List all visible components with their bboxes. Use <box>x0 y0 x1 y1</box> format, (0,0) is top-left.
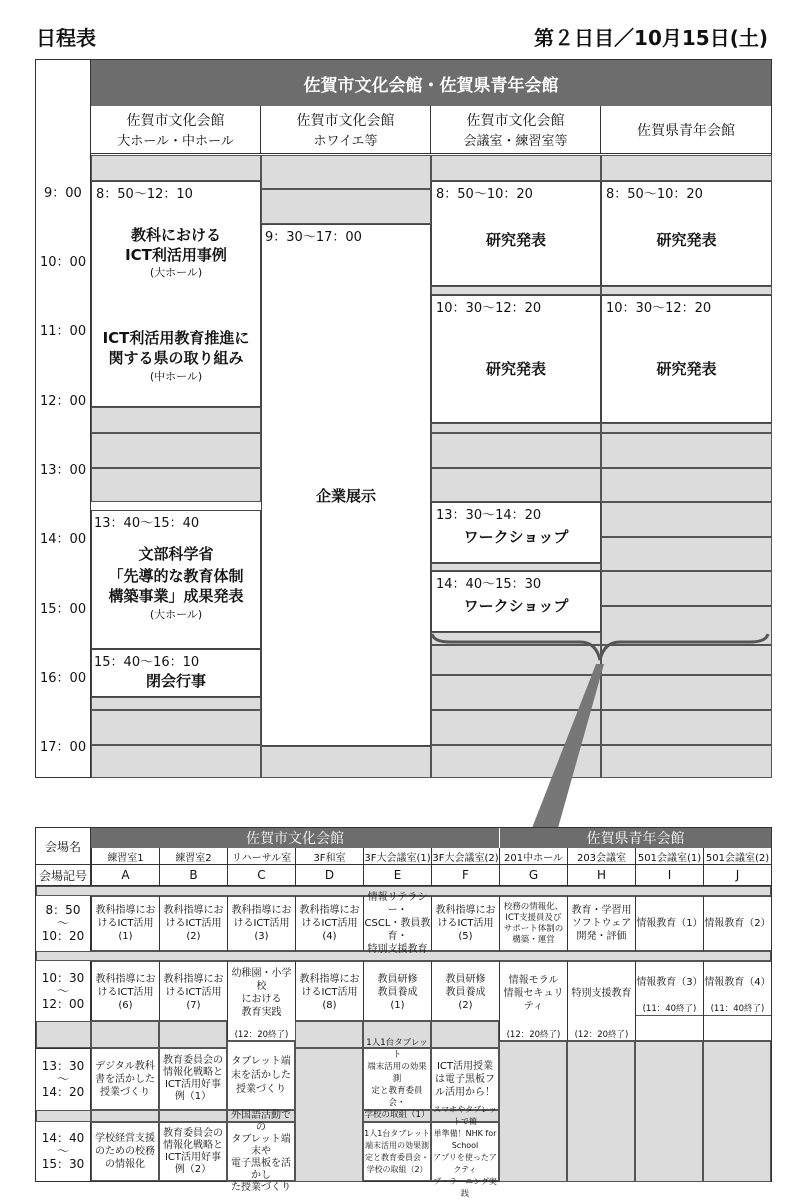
room-code: H <box>567 865 635 886</box>
session-cell: 情報教育（4） (11：40終了) <box>703 961 771 1041</box>
room-code: J <box>703 865 771 886</box>
session-cell: ICT活用授業 は電子黒板フ ル活用から！ <box>431 1048 499 1110</box>
room-name: 練習室1 <box>91 848 159 865</box>
group-header-bunka: 佐賀市文化会館 <box>91 828 499 848</box>
time-label: 9：00 <box>44 186 82 201</box>
group-header-seinen: 佐賀県青年会館 <box>500 828 771 848</box>
session-cell: 情報教育（2） <box>703 896 771 951</box>
time-label: 12：00 <box>40 394 87 409</box>
session-cell: 教科指導にお けるICT活用 (7) <box>159 961 227 1021</box>
event-closing: 15：40〜16：10 閉会行事 <box>91 649 261 697</box>
room-code: F <box>431 865 499 886</box>
room-name: 3F大会議室(1) <box>363 848 431 865</box>
gray-block <box>91 1110 159 1122</box>
session-cell: 幼稚園・小学校 における 教育実践 (12：20終了) <box>227 961 295 1041</box>
end-time-note: (11：40終了) <box>636 1002 703 1016</box>
session-cell: 教科指導にお けるICT活用 (3) <box>227 896 295 951</box>
event-ict-cases: 8：50〜12：10 教科における ICT利活用事例 (大ホール) ICT利活用教育推進に 関する県の取り組み (中ホール) <box>91 181 261 407</box>
column-header-4: 佐賀県青年会館 <box>601 106 771 154</box>
slot-time-3: 13：30 〜 14：20 <box>36 1048 91 1110</box>
session-cell: デジタル教科 書を活かした 授業づくり <box>91 1048 159 1110</box>
gray-block <box>295 1048 363 1182</box>
column-header-1: 佐賀市文化会館 大ホール・中ホール <box>91 106 261 154</box>
session-cell: タブレット端 末を活かした 授業づくり <box>227 1041 295 1110</box>
column-header-2: 佐賀市文化会館 ホワイエ等 <box>261 106 431 154</box>
gray-block <box>567 1041 635 1182</box>
event-exhibition: 9：30〜17：00 企業展示 <box>261 224 431 746</box>
session-cell: 1人1台タブレット 端末活用の効果測 定と教育委員会・ 学校の取組（1） <box>364 1038 430 1120</box>
event-research-d2: 10：30〜12：20 研究発表 <box>601 295 772 423</box>
end-time-note: (12：20終了) <box>506 1030 561 1040</box>
time-label: 15：00 <box>40 602 87 617</box>
room-name: 3F大会議室(2) <box>431 848 499 865</box>
gray-block <box>499 1041 567 1182</box>
room-name: 501会議室(2) <box>703 848 771 865</box>
gray-block <box>703 1041 771 1182</box>
time-label: 14：00 <box>40 532 87 547</box>
end-time-note: (11：40終了) <box>704 1002 771 1016</box>
venue-banner: 佐賀市文化会館・佐賀県青年会館 <box>91 60 771 106</box>
session-cell: 教科指導にお けるICT活用 (6) <box>91 961 159 1021</box>
time-label: 17：00 <box>40 740 87 755</box>
time-label: 16：00 <box>40 671 87 686</box>
gray-block <box>431 1021 499 1048</box>
brace-pointer <box>420 628 780 828</box>
session-cell: 教育委員会の 情報化戦略と ICT活用好事 例（2） <box>159 1122 227 1181</box>
session-cell: 特別支援教育 (12：20終了) <box>567 961 635 1041</box>
page-title: 日程表 <box>36 26 96 50</box>
session-cell: スマホやタブレットで簡 単準備！NHK for School アプリを使ったアクティ ブ・ラーニング実践 <box>431 1122 499 1181</box>
slot-time-4: 14：40 〜 15：30 <box>36 1122 91 1181</box>
room-name: 練習室2 <box>159 848 227 865</box>
event-research-c2: 10：30〜12：20 研究発表 <box>431 295 601 423</box>
end-time-note: (12：20終了) <box>574 1030 629 1040</box>
venue-label: 会場名 <box>36 828 91 865</box>
session-cell: 教員研修 教員養成 (2) <box>431 961 499 1021</box>
room-code: G <box>499 865 567 886</box>
event-mext-results: 13：40〜15：40 文部科学省 「先導的な教育体制 構築事業」成果発表 (大ホール) <box>91 510 261 649</box>
session-cell: 情報リテラシー・ CSCL・教員教育・ 特別支援教育 <box>364 892 431 955</box>
gray-block <box>635 1041 703 1182</box>
gray-block <box>159 1021 227 1048</box>
event-workshop-1: 13：30〜14：20 ワークショップ <box>431 502 601 563</box>
gray-block <box>295 1021 363 1048</box>
slot-time-1: 8：50 〜 10：20 <box>36 896 91 951</box>
event-research-c1: 8：50〜10：20 研究発表 <box>431 181 601 286</box>
room-name: 203会議室 <box>567 848 635 865</box>
room-code: A <box>91 865 159 886</box>
time-label: 10：00 <box>40 255 87 270</box>
session-cell: 教科指導にお けるICT活用 (8) <box>295 961 363 1021</box>
session-cell: 情報教育（3） (11：40終了) <box>635 961 703 1041</box>
code-label: 会場記号 <box>36 865 91 886</box>
time-label: 11：00 <box>40 324 87 339</box>
room-code: I <box>635 865 703 886</box>
session-cell: 学校経営支援 のための校務 の情報化 <box>91 1122 159 1181</box>
day-date: 第２日目／10月15日(土) <box>534 26 768 50</box>
column-header-3: 佐賀市文化会館 会議室・練習室等 <box>431 106 601 154</box>
session-cell: 1人1台タブレット 端末活用の効果測 定と教育委員会・ 学校の取組（2） <box>363 1122 431 1181</box>
room-name: 501会議室(1) <box>635 848 703 865</box>
room-code: E <box>363 865 431 886</box>
session-cell: 教科指導にお けるICT活用 (5) <box>431 896 499 951</box>
session-cell: 教員研修 教員養成 (1) <box>363 961 431 1021</box>
session-cell: 校務の情報化、 ICT支援員及び サポート体制の 構築・運営 <box>499 896 567 951</box>
session-cell: 情報モラル 情報セキュリ ティ (12：20終了) <box>499 961 567 1041</box>
session-cell: 教科指導にお けるICT活用 (1) <box>91 896 159 951</box>
end-time-note: (12：20終了) <box>234 1030 289 1040</box>
session-cell: 教育委員会の 情報化戦略と ICT活用好事 例（1） <box>159 1048 227 1110</box>
room-name: リハーサル室 <box>227 848 295 865</box>
gray-block <box>159 1110 227 1122</box>
event-workshop-2: 14：40〜15：30 ワークショップ <box>431 571 601 632</box>
session-cell: 外国語活動での タブレット端末や 電子黒板を活かし た授業づくり <box>227 1122 295 1181</box>
gray-block <box>91 1021 159 1048</box>
slot-time-2: 10：30 〜 12：00 <box>36 961 91 1021</box>
session-cell: 情報教育（1） <box>635 896 703 951</box>
event-research-d1: 8：50〜10：20 研究発表 <box>601 181 772 286</box>
room-code: C <box>227 865 295 886</box>
room-name: 201中ホール <box>499 848 567 865</box>
room-code: D <box>295 865 363 886</box>
session-cell: 教科指導にお けるICT活用 (2) <box>159 896 227 951</box>
session-cell: 教科指導にお けるICT活用 (4) <box>295 896 363 951</box>
time-label: 13：00 <box>40 463 87 478</box>
room-name: 3F和室 <box>295 848 363 865</box>
session-cell: 教育・学習用 ソフトウェア 開発・評価 <box>567 896 635 951</box>
room-code: B <box>159 865 227 886</box>
